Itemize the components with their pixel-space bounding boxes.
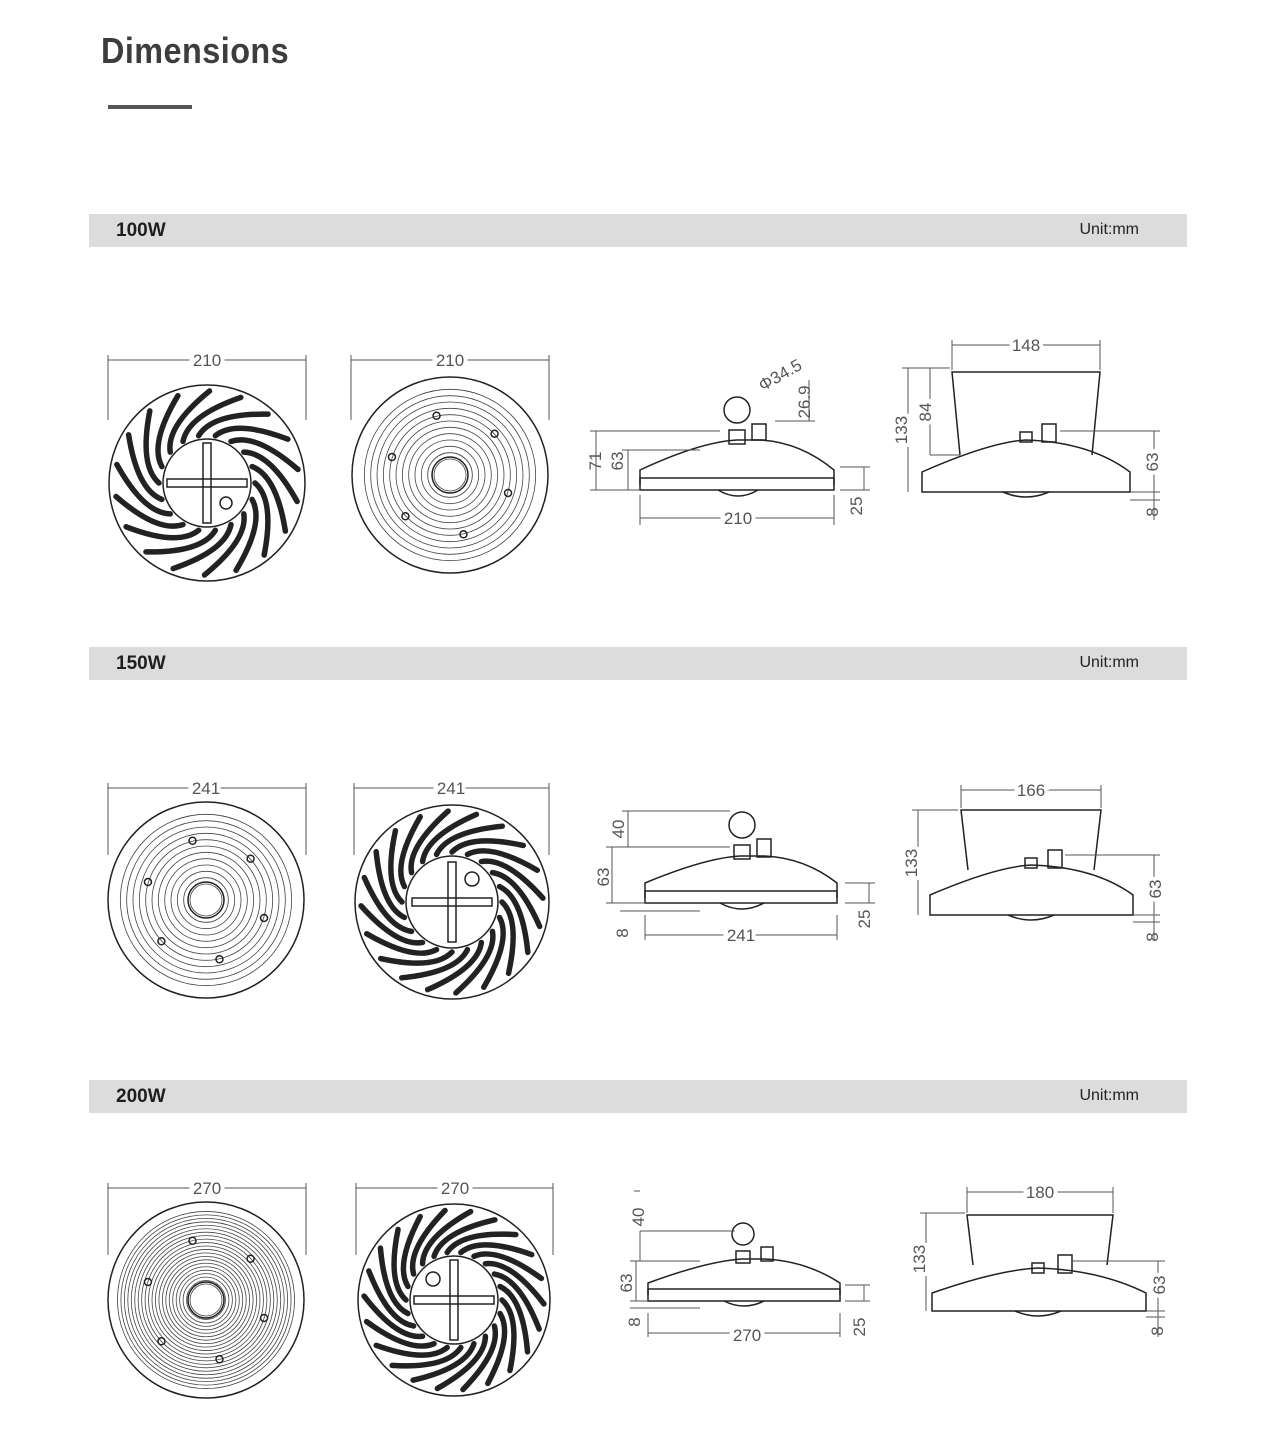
lens-outer-ring (108, 1202, 304, 1398)
lens-ring (152, 1246, 260, 1354)
bracket-view (892, 336, 1162, 520)
lens-hub (188, 882, 224, 918)
lens-ring (176, 1270, 236, 1330)
section-unit: Unit:mm (1079, 1087, 1139, 1104)
dim-width: 270 (732, 1326, 762, 1345)
back-view (351, 351, 549, 573)
diagram-row-150w (0, 755, 1276, 1055)
lens-ring (390, 415, 511, 536)
dim-total-height: 133 (892, 415, 911, 445)
lens-screw (491, 430, 498, 437)
lens-ring (190, 884, 222, 916)
side-view (586, 355, 870, 528)
lens-ring (166, 1260, 246, 1340)
lens-ring (169, 1263, 242, 1336)
dim-width: 210 (723, 509, 753, 528)
lens-outer-ring (352, 377, 548, 573)
dim-width: 270 (440, 1179, 470, 1198)
lens-screw (402, 513, 409, 520)
lens-outer-ring (108, 802, 304, 998)
diagram-row-200w (0, 1155, 1276, 1455)
page-title: Dimensions (101, 30, 290, 71)
lens-ring (377, 402, 523, 548)
lens-ring (139, 833, 272, 966)
dim-body-height: 63 (608, 451, 627, 471)
dim-width: 241 (726, 926, 756, 945)
lens-ring (177, 871, 234, 928)
dim-lens: 8 (1143, 507, 1162, 517)
lens-ring (371, 396, 530, 555)
back-view (356, 1179, 553, 1396)
section-header-100w (89, 214, 1187, 247)
back-view (354, 779, 549, 999)
heatsink-fin (126, 527, 199, 538)
heatsink-fin (215, 428, 288, 439)
lens-ring (155, 1249, 256, 1350)
lens-ring (121, 1215, 291, 1385)
lens-screw (158, 938, 165, 945)
diagram-row-100w (0, 320, 1276, 620)
dim-width: 241 (436, 779, 466, 798)
dim-ring-height: 40 (629, 1207, 648, 1227)
section-unit: Unit:mm (1079, 221, 1139, 238)
lens-ring (434, 459, 466, 491)
lens-ring (383, 408, 516, 541)
section-header-150w (89, 647, 1187, 680)
dim-ring-height: 40 (609, 819, 628, 839)
front-view (108, 1179, 306, 1398)
lens-ring (415, 440, 485, 510)
dim-width: 270 (192, 1179, 222, 1198)
lens-ring (128, 1222, 284, 1378)
lens-ring (133, 827, 279, 973)
dim-body-height: 63 (1143, 452, 1162, 472)
front-view (108, 351, 306, 581)
section-unit: Unit:mm (1079, 654, 1139, 671)
lens-ring (402, 427, 497, 522)
dim-width: 166 (1016, 781, 1046, 800)
dim-lens: 8 (1148, 1326, 1167, 1336)
dim-width: 148 (1011, 336, 1041, 355)
lens-ring (146, 840, 267, 961)
dim-width: 210 (192, 351, 222, 370)
lens-ring (187, 1281, 226, 1320)
lens-ring (162, 1256, 249, 1343)
dim-body-height: 63 (617, 1273, 636, 1293)
dim-housing: 25 (855, 909, 874, 929)
dim-lens: 8 (625, 1317, 644, 1327)
bracket-view (910, 1183, 1169, 1337)
lens-ring (396, 421, 504, 529)
section-watt: 200W (116, 1086, 166, 1107)
dim-arm-height: 84 (916, 402, 935, 422)
lens-ring (145, 1239, 267, 1361)
section-watt: 100W (116, 220, 166, 241)
lens-ring (135, 1229, 278, 1372)
title-underline (108, 105, 192, 109)
lens-hub (432, 457, 468, 493)
section-watt: 150W (116, 653, 166, 674)
side-view (594, 811, 875, 945)
dim-lens: 8 (613, 928, 632, 938)
lens-ring (117, 1211, 294, 1388)
dim-body-height: 63 (1146, 879, 1165, 899)
dim-total-height: 133 (902, 848, 921, 878)
bracket-view (902, 781, 1165, 942)
lens-ring (171, 865, 241, 935)
dim-body-height: 63 (1150, 1275, 1169, 1295)
dim-lens: 8 (1143, 932, 1162, 942)
lens-ring (190, 1284, 222, 1316)
section-header-200w (89, 1080, 1187, 1113)
side-view (617, 1191, 870, 1345)
dim-total-height: 133 (910, 1244, 929, 1274)
dim-width: 210 (435, 351, 465, 370)
dim-ring-height: 26.9 (795, 385, 814, 419)
dim-total-height: 71 (586, 451, 605, 471)
dim-width: 180 (1025, 1183, 1055, 1202)
dim-housing: 25 (847, 496, 866, 516)
dim-housing: 25 (850, 1317, 869, 1337)
lens-ring (131, 1225, 280, 1374)
dim-width: 241 (191, 779, 221, 798)
lens-ring (152, 846, 260, 954)
lens-screw (247, 855, 254, 862)
dim-body-height: 63 (594, 867, 613, 887)
lens-ring (421, 446, 478, 503)
lens-ring (158, 852, 253, 947)
lens-ring (127, 821, 286, 980)
front-view (108, 779, 306, 998)
dim-ring-diameter: Φ34.5 (755, 355, 806, 396)
lens-hub (188, 1282, 224, 1318)
